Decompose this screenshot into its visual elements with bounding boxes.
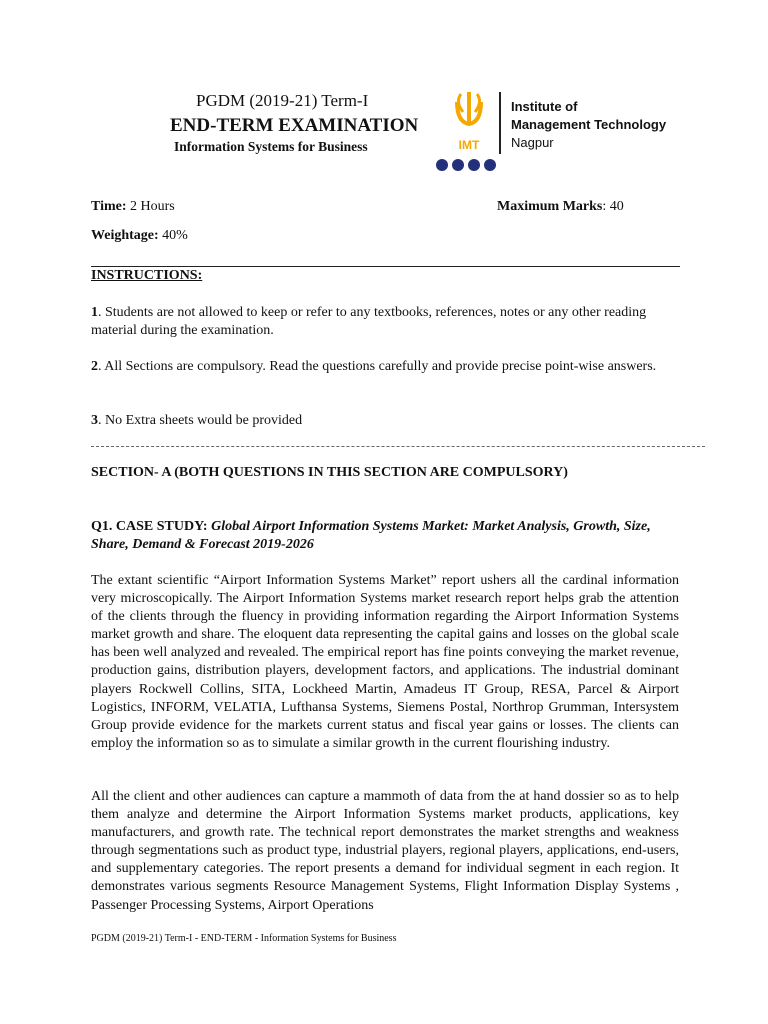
max-marks [497, 199, 624, 215]
instructions-heading: INSTRUCTIONS: [91, 268, 203, 283]
logo-dots [436, 159, 496, 171]
logo-dot [484, 159, 496, 171]
page-footer: PGDM (2019-21) Term-I - END-TERM - Information Systems for Business [91, 933, 397, 944]
weightage-label: Weightage: [91, 228, 159, 243]
institute-name-line1: Institute of [511, 99, 578, 114]
logo-dot [436, 159, 448, 171]
max-marks-label: Maximum Marks [497, 199, 603, 214]
program-term: PGDM (2019-21) Term-I [196, 91, 369, 110]
q1-label: Q1. CASE STUDY: [91, 519, 212, 534]
logo-dot [452, 159, 464, 171]
exam-title: END-TERM EXAMINATION [170, 115, 419, 136]
q1-title: Global Airport Information Systems Market: Market Analysis, Growth, Size, Share, Demand & Forecast 2019-2026 [91, 519, 651, 552]
time-value: 2 Hours [126, 199, 175, 214]
imt-logo-icon [451, 92, 487, 154]
q1-heading [91, 518, 681, 554]
instruction-item-2: 2. All Sections are compulsory. Read the questions carefully and provide precise point-wise answers. [91, 359, 657, 374]
logo-dot [468, 159, 480, 171]
max-marks-value: : 40 [602, 199, 624, 214]
institute-city: Nagpur [511, 135, 554, 150]
logo-divider [499, 92, 501, 154]
institute-name [511, 98, 666, 152]
weightage-value: 40% [158, 228, 188, 243]
instruction-item-3: 3. No Extra sheets would be provided [91, 413, 303, 428]
time-label: Time: [91, 199, 127, 214]
institute-name-line2: Management Technology [511, 117, 667, 132]
instruction-item-1: 1. Students are not allowed to keep or refer to any textbooks, references, notes or any other reading material during the examination. [91, 305, 647, 338]
section-a-heading: SECTION- A (BOTH QUESTIONS IN THIS SECTION ARE COMPULSORY) [91, 465, 568, 480]
q1-paragraph-2: All the client and other audiences can capture a mammoth of data from the at hand dossier so as to help them analyze and determine the Airport Information Systems market products, applications, key manufacturers, and growth rate. The technical report demonstrates the market strengths and weakness through segmentations such as product type, industrial players, regional players, applications, end-users, and supplementary categories. The report presents a demand for individual segment in each region. It demonstrates various segments Resource Management Systems, Flight Information Display Systems , Passenger Processing Systems, Airport Operations [91, 789, 679, 913]
q1-paragraph-1: The extant scientific “Airport Information Systems Market” report ushers all the cardinal information very microscopically. The Airport Information Systems market research report helps grab the attention of the clients through the fluency in providing information regarding the Airport Information Systems market growth and share. The eloquent data representing the capital gains and losses on the global scale has been well analyzed and revealed. The empirical report has fine points conveying the market revenue, production gains, distribution players, development factors, and applications. The industrial dominant players Rockwell Collins, SITA, Lockheed Martin, Amadeus IT Group, RESA, Parcel & Airport Logistics, INFORM, VELATIA, Lufthansa Systems, Siemens Postal, Northrop Grumman, Intersystem Group provide evidence for the markets current status and fiscal year gains or losses. The clients can employ the information so as to simulate a similar growth in the current flourishing industry. [91, 573, 679, 751]
logo-badge-text: IMT [458, 138, 480, 152]
exam-time [91, 199, 175, 215]
divider-dashed [91, 446, 705, 447]
weightage [91, 228, 188, 244]
course-name: Information Systems for Business [174, 139, 368, 154]
divider-top [91, 266, 680, 267]
